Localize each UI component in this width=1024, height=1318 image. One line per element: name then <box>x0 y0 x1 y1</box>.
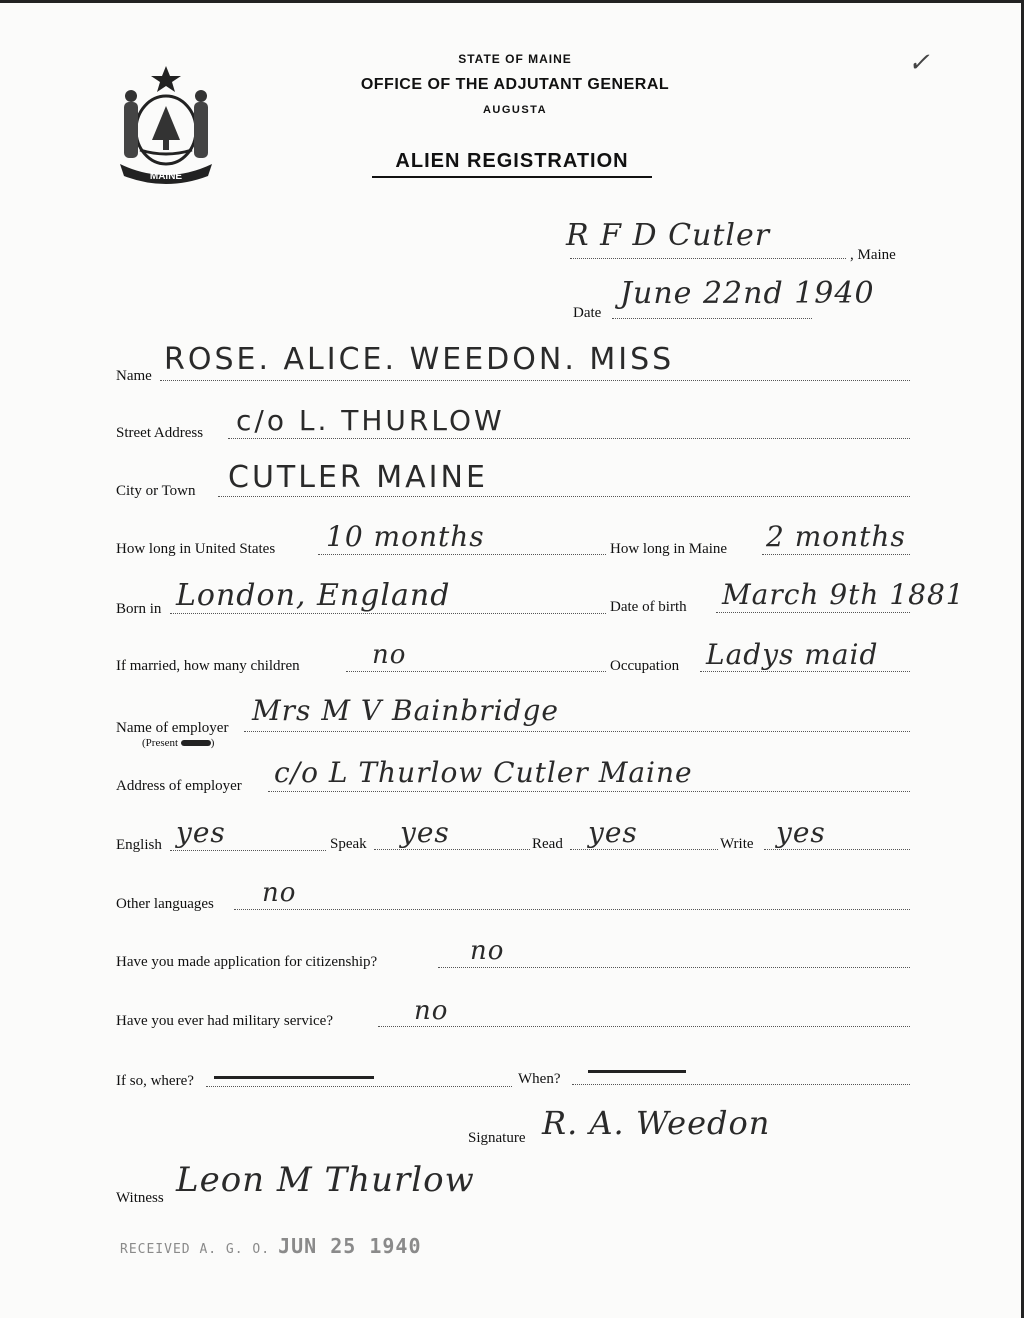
dob-value[interactable]: March 9th 1881 <box>722 578 965 611</box>
town-value[interactable]: R F D Cutler <box>566 218 771 253</box>
english-line <box>170 850 326 851</box>
name-value[interactable]: ROSE. ALICE. WEEDON. MISS <box>164 342 675 377</box>
street-line <box>228 438 910 439</box>
employer-sub-label-text: (Present <box>142 737 179 749</box>
signature-value[interactable]: R. A. Weedon <box>542 1104 771 1142</box>
military-value[interactable]: no <box>414 996 449 1026</box>
employer-address-value[interactable]: c/o L Thurlow Cutler Maine <box>274 756 693 789</box>
citizenship-label: Have you made application for citizenship? <box>116 954 378 970</box>
write-label: Write <box>720 836 754 852</box>
occupation-label: Occupation <box>610 658 680 674</box>
other-languages-label: Other languages <box>116 896 214 912</box>
dob-line <box>716 612 910 613</box>
english-value[interactable]: yes <box>176 816 226 849</box>
town-line <box>570 258 846 259</box>
signature-label: Signature <box>468 1130 526 1146</box>
strikeout-mark <box>181 740 211 746</box>
street-value[interactable]: c/o L. THURLOW <box>236 404 505 437</box>
header-office: OFFICE OF THE ADJUTANT GENERAL <box>360 76 670 93</box>
other-languages-line <box>234 909 910 910</box>
how-long-us-line <box>318 554 606 555</box>
employer-value[interactable]: Mrs M V Bainbridge <box>252 694 559 727</box>
speak-value[interactable]: yes <box>400 816 450 849</box>
when-label: When? <box>518 1071 561 1087</box>
date-value[interactable]: June 22nd 1940 <box>620 276 875 311</box>
witness-value[interactable]: Leon M Thurlow <box>176 1160 475 1200</box>
witness-label: Witness <box>116 1190 164 1206</box>
form-title: ALIEN REGISTRATION <box>372 150 652 178</box>
employer-label: Name of employer <box>116 720 229 736</box>
english-label: English <box>116 837 162 853</box>
where-dash <box>214 1076 374 1079</box>
how-long-maine-label: How long in Maine <box>610 541 728 557</box>
seal-motto: MAINE <box>149 171 183 182</box>
born-label: Born in <box>116 601 162 617</box>
city-value[interactable]: CUTLER MAINE <box>228 460 488 495</box>
born-value[interactable]: London, England <box>176 578 451 613</box>
date-label: Date <box>573 305 602 321</box>
street-label: Street Address <box>116 425 204 441</box>
where-label: If so, where? <box>116 1073 194 1089</box>
name-line <box>160 380 910 381</box>
other-languages-value[interactable]: no <box>262 878 297 908</box>
header-city: AUGUSTA <box>482 104 548 116</box>
children-label: If married, how many children <box>116 658 300 674</box>
employer-line <box>244 731 910 732</box>
received-stamp <box>120 1234 422 1258</box>
employer-sub-label: (Present ) <box>142 737 215 749</box>
employer-address-line <box>268 791 910 792</box>
military-line <box>378 1026 910 1027</box>
children-value[interactable]: no <box>372 640 407 670</box>
dob-label: Date of birth <box>610 599 687 615</box>
state-seal-icon <box>112 62 220 190</box>
write-line <box>764 849 910 850</box>
read-line <box>570 849 718 850</box>
date-line <box>612 318 812 319</box>
scan-border-top <box>0 0 1024 3</box>
born-line <box>170 613 606 614</box>
speak-label: Speak <box>330 836 367 852</box>
citizenship-line <box>438 967 910 968</box>
city-line <box>218 496 910 497</box>
city-label: City or Town <box>116 483 196 499</box>
how-long-maine-value[interactable]: 2 months <box>766 520 906 553</box>
check-mark: ✓ <box>908 48 930 78</box>
when-line <box>572 1084 910 1085</box>
how-long-maine-line <box>762 554 910 555</box>
how-long-us-value[interactable]: 10 months <box>326 520 485 553</box>
children-line <box>346 671 606 672</box>
where-line <box>206 1086 512 1087</box>
header-state: STATE OF MAINE <box>458 52 572 66</box>
speak-line <box>374 849 530 850</box>
employer-address-label: Address of employer <box>116 778 242 794</box>
read-label: Read <box>532 836 563 852</box>
received-stamp-text: RECEIVED A. G. O. <box>120 1242 271 1257</box>
read-value[interactable]: yes <box>588 816 638 849</box>
occupation-line <box>700 671 910 672</box>
write-value[interactable]: yes <box>776 816 826 849</box>
military-label: Have you ever had military service? <box>116 1013 333 1029</box>
citizenship-value[interactable]: no <box>470 936 505 966</box>
maine-suffix: , Maine <box>850 247 896 263</box>
received-stamp-date: JUN 25 1940 <box>278 1234 422 1258</box>
when-dash <box>588 1070 686 1073</box>
occupation-value[interactable]: Ladys maid <box>706 638 879 671</box>
name-label: Name <box>116 368 152 384</box>
how-long-us-label: How long in United States <box>116 541 276 557</box>
